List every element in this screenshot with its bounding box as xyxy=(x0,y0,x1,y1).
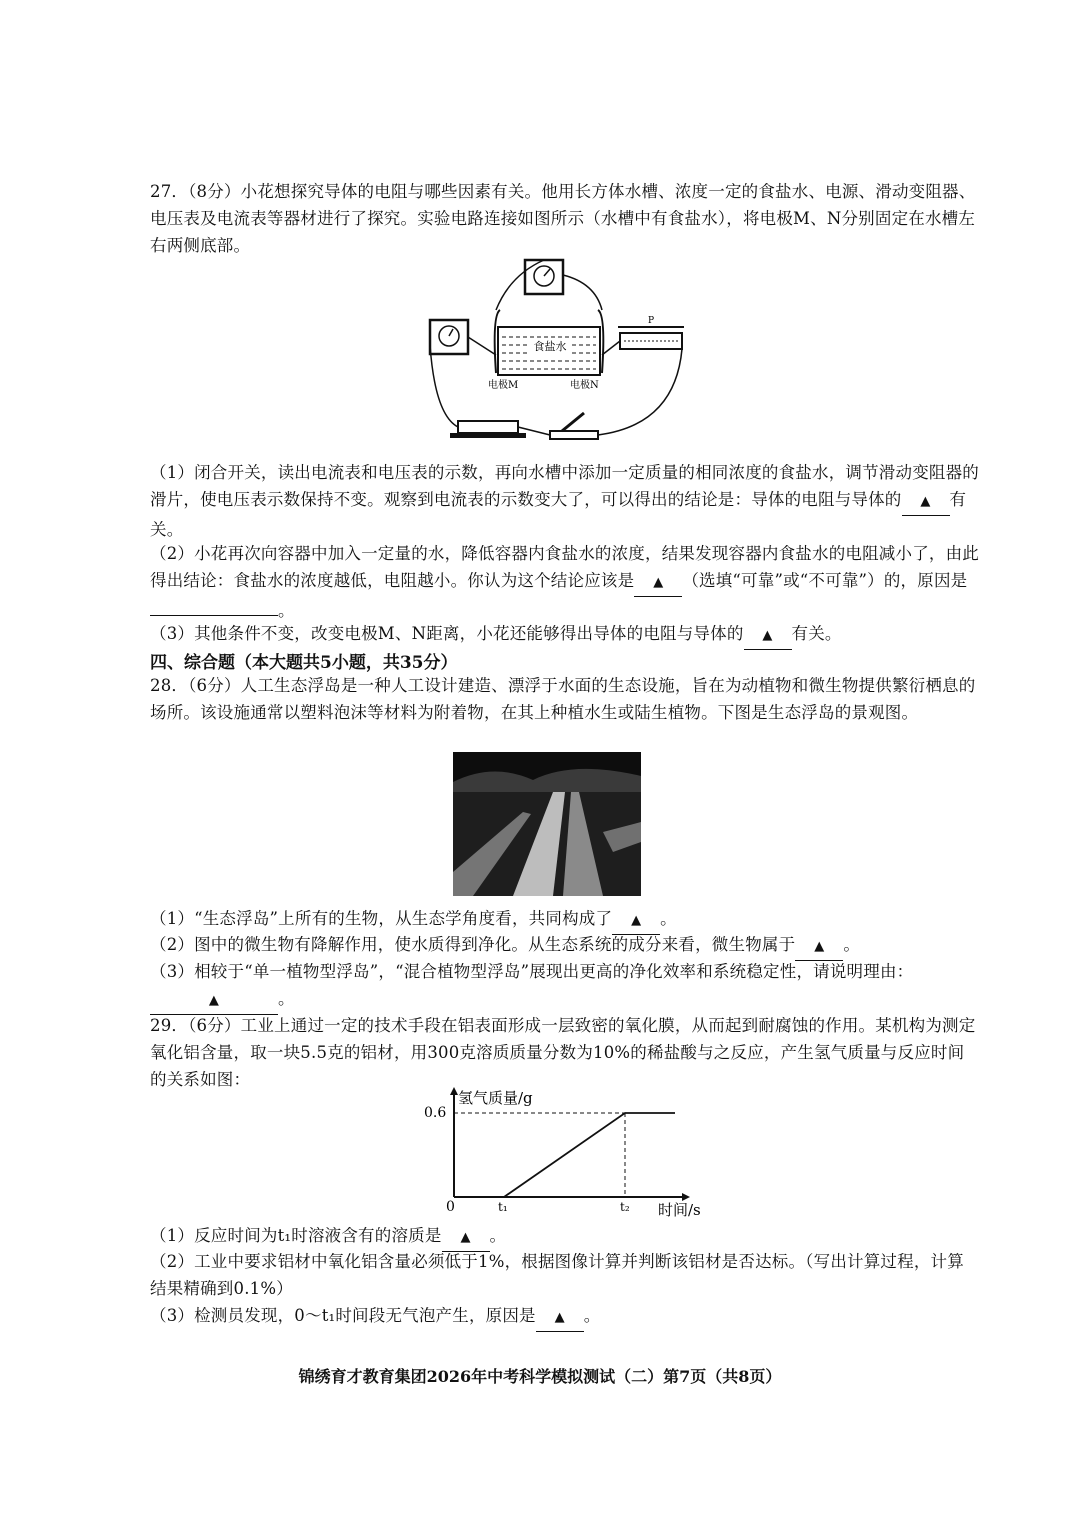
salt-water-tank xyxy=(498,327,600,375)
x-tick-t2: t₂ xyxy=(620,1200,630,1214)
answer-blank[interactable] xyxy=(150,615,278,616)
q29-part3: （3）检测员发现，0～t₁时间段无气泡产生，原因是 ▲ 。 xyxy=(150,1302,980,1332)
x-tick-t1: t₁ xyxy=(498,1200,508,1214)
answer-blank[interactable]: ▲ xyxy=(795,931,843,961)
answer-blank[interactable]: ▲ xyxy=(442,1222,490,1252)
voltmeter-icon xyxy=(525,260,563,294)
answer-blank[interactable]: ▲ xyxy=(612,905,660,935)
q29-stem: 29．（6分）工业上通过一定的技术手段在铝表面形成一层致密的氧化膜，从而起到耐腐蚀的作用。某机构为测定氧化铝含量，取一块5.5克的铝材，用300克溶质质量分数为10%的稀盐酸与之反应，产生氢气质量与反应时间的关系如图： xyxy=(150,1016,976,1089)
floating-island-photo xyxy=(453,752,641,896)
q28-stem: 28．（6分）人工生态浮岛是一种人工设计建造、漂浮于水面的生态设施，旨在为动植物和微生物提供繁衍栖息的场所。该设施通常以塑料泡沫等材料为附着物，在其上种植水生或陆生植物。下图是生态浮岛的景观图。 xyxy=(150,676,976,722)
electrode-n-label: 电极N xyxy=(570,380,599,391)
y-axis-label: 氢气质量/g xyxy=(458,1089,533,1107)
q27-part2: （2）小花再次向容器中加入一定量的水，降低容器内食盐水的浓度，结果发现容器内食盐水的电阻减小了，由此得出结论：食盐水的浓度越低，电阻越小。你认为这个结论应该是 ▲ （选填“可靠”或“不可靠”）的，原因是。 xyxy=(150,544,979,620)
q29-part1: （1）反应时间为t₁时溶液含有的溶质是 ▲ 。 xyxy=(150,1222,980,1252)
answer-blank[interactable]: ▲ xyxy=(902,486,950,516)
hydrogen-mass-chart xyxy=(420,1085,710,1220)
section-heading: 四、综合题（本大题共5小题，共35分） xyxy=(150,653,458,673)
answer-blank[interactable]: ▲ xyxy=(536,1302,584,1332)
x-axis-label: 时间/s xyxy=(658,1201,701,1219)
ammeter-icon xyxy=(430,320,468,354)
answer-blank[interactable]: ▲ xyxy=(150,985,278,1015)
q27-part1: （1）闭合开关，读出电流表和电压表的示数，再向水槽中添加一定质量的相同浓度的食盐水，调节滑动变阻器的滑片，使电压表示数保持不变。观察到电流表的示数变大了，可以得出的结论是：导体的电阻与导体的 ▲ 有关。 xyxy=(150,463,979,539)
rheostat-icon xyxy=(618,316,684,349)
hydrogen-series-line xyxy=(454,1113,675,1197)
q28-part1: （1）“生态浮岛”上所有的生物，从生态学角度看，共同构成了 ▲ 。 xyxy=(150,905,980,935)
origin-label: 0 xyxy=(446,1199,455,1215)
battery-icon xyxy=(450,421,526,438)
answer-blank[interactable]: ▲ xyxy=(634,567,682,597)
slider-label: P xyxy=(648,316,655,326)
water-label: 食盐水 xyxy=(533,340,567,353)
answer-blank[interactable]: ▲ xyxy=(744,620,792,650)
switch-icon xyxy=(550,413,598,439)
electrode-m-label: 电极M xyxy=(488,380,519,391)
q28-part2: （2）图中的微生物有降解作用，使水质得到净化。从生态系统的成分来看，微生物属于 ▲ 。 xyxy=(150,931,980,961)
circuit-diagram xyxy=(420,255,700,445)
q28-part3: （3）相较于“单一植物型浮岛”，“混合植物型浮岛”展现出更高的净化效率和系统稳定性，请说明理由：▲ 。 xyxy=(150,958,980,1015)
q27-part3: （3）其他条件不变，改变电极M、N距离，小花还能够得出导体的电阻与导体的 ▲ 有关。 xyxy=(150,620,980,650)
q27-stem: 27．（8分）小花想探究导体的电阻与哪些因素有关。他用长方体水槽、浓度一定的食盐水、电源、滑动变阻器、电压表及电流表等器材进行了探究。实验电路连接如图所示（水槽中有食盐水），将电极M、N分别固定在水槽左右两侧底部。 xyxy=(150,182,976,255)
q29-part2: （2）工业中要求铝材中氧化铝含量必须低于1%，根据图像计算并判断该铝材是否达标。（写出计算过程，计算结果精确到0.1%） xyxy=(150,1252,964,1298)
page-footer: 锦绣育才教育集团2026年中考科学模拟测试（二）第7页（共8页） xyxy=(298,1367,782,1386)
y-tick-label: 0.6 xyxy=(424,1105,447,1121)
